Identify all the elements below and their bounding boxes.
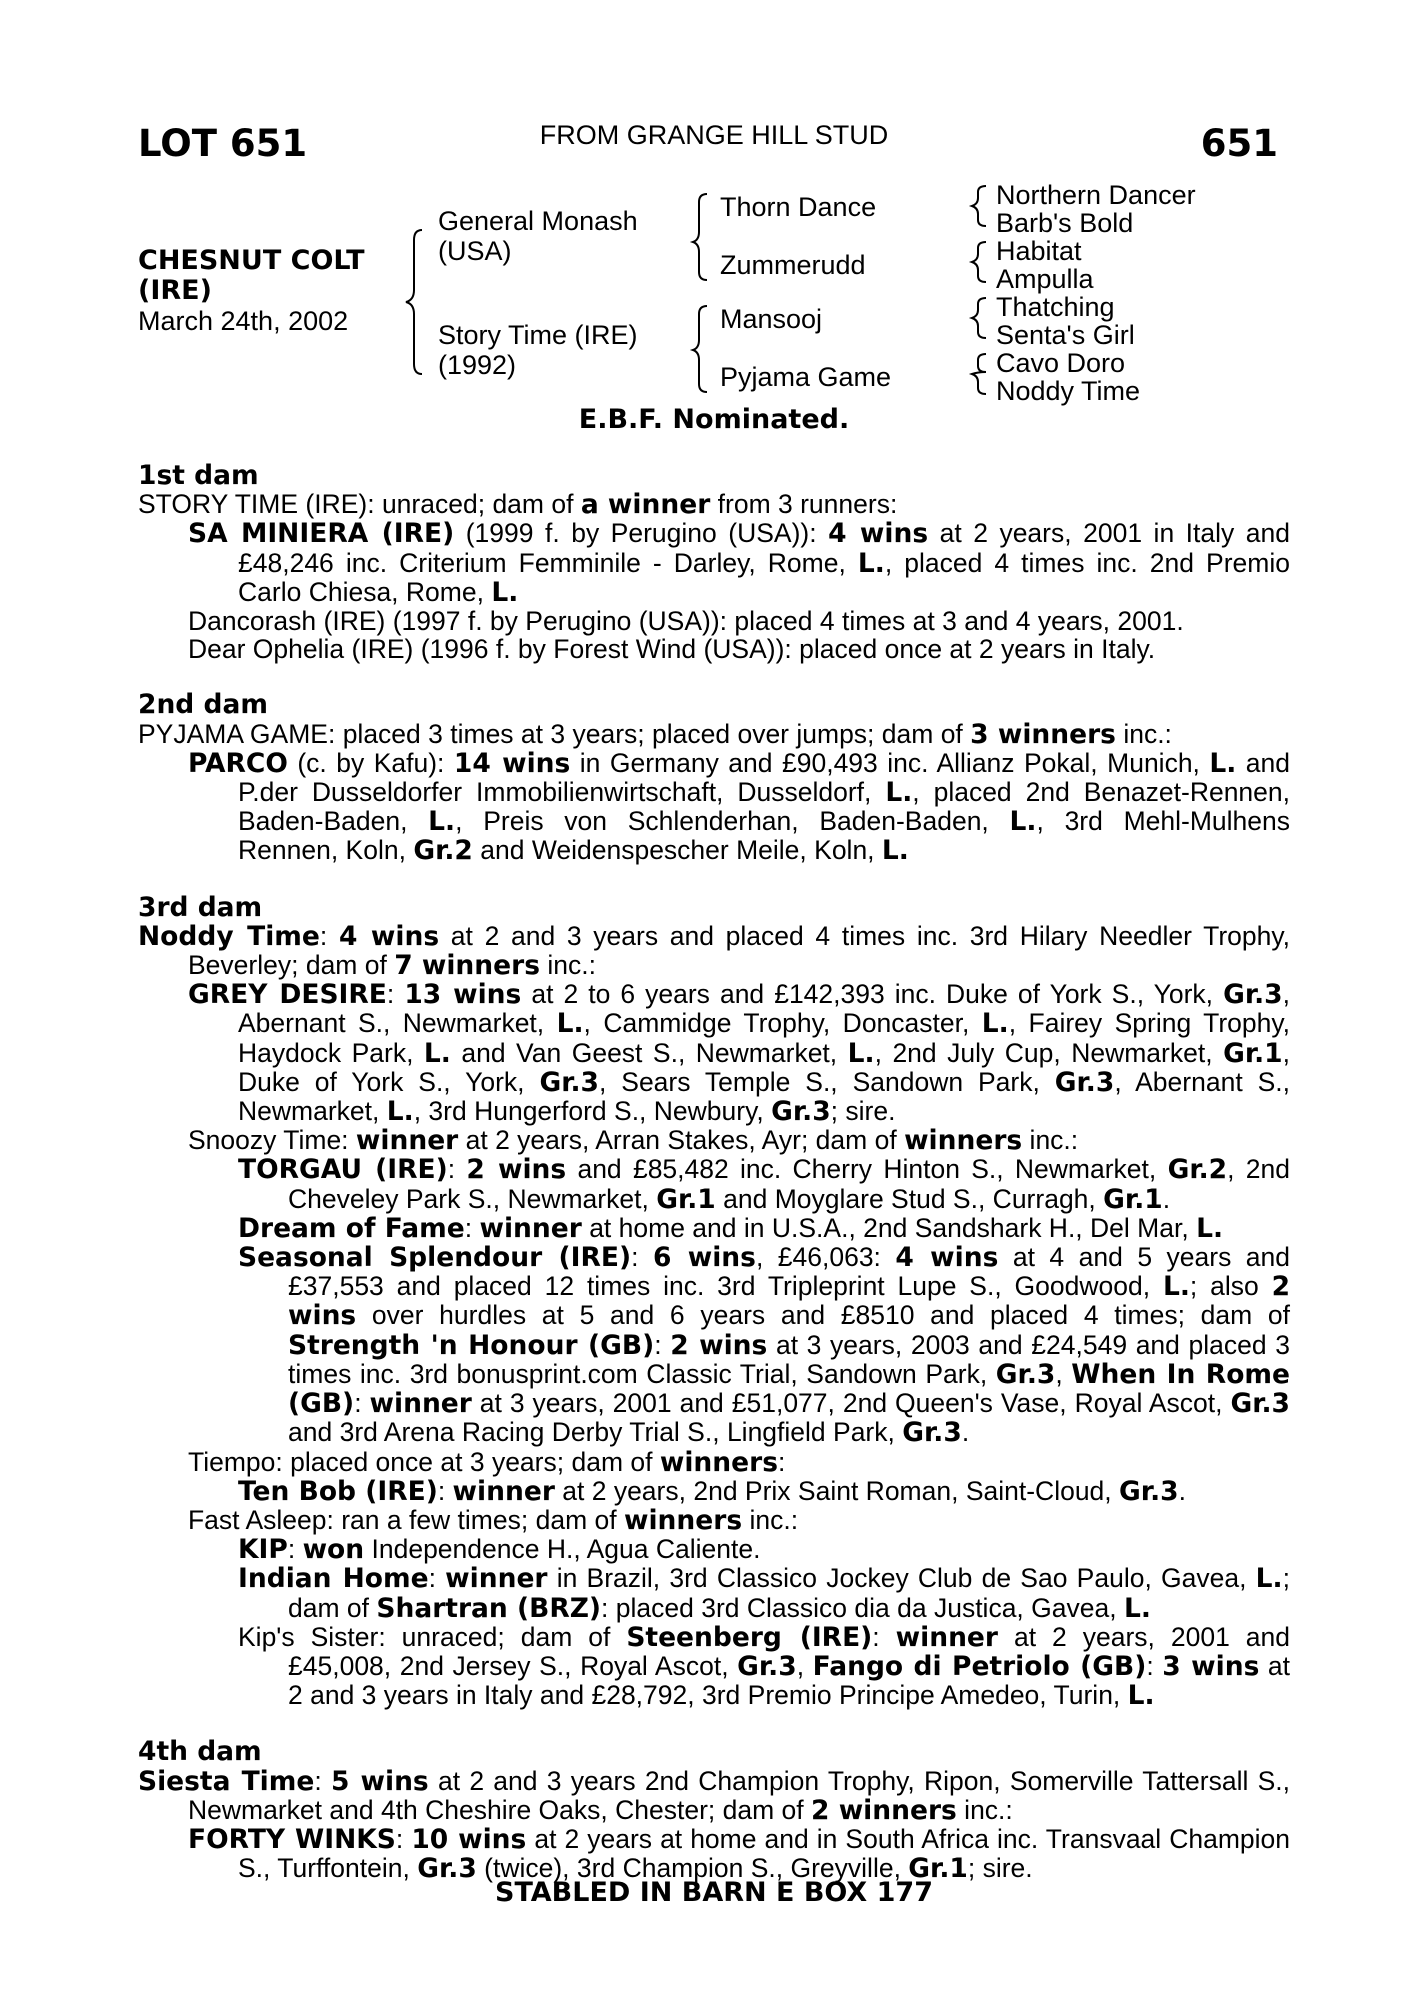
horse-name-line2: (IRE) [138, 275, 212, 306]
produce-record: Dear Ophelia (IRE) (1996 f. by Forest Wind (USA)): placed once at 2 years in Italy. [188, 634, 1156, 665]
produce-record: TORGAU (IRE): 2 wins and £85,482 inc. Cherry Hinton S., Newmarket, Gr.2, 2nd Cheveley Park S., Newmarket, Gr.1 and Moyglare Stud S., Curragh, Gr.1. [238, 1154, 1290, 1215]
produce-record: Dancorash (IRE) (1997 f. by Perugino (USA)): placed 4 times at 3 and 4 years, 2001. [188, 606, 1184, 637]
foaling-date: March 24th, 2002 [138, 306, 349, 336]
dam-name: Story Time (IRE) [438, 320, 638, 350]
fourth-dam-summary: Siesta Time: 5 wins at 2 and 3 years 2nd Champion Trophy, Ripon, Somerville Tattersall S., Newmarket and 4th Cheshire Oaks, Chester; dam of 2 winners inc.: [138, 1765, 1291, 1826]
pedigree-gen3-item: Cavo Doro [996, 348, 1126, 378]
produce-record: Tiempo: placed once at 3 years; dam of winners: [188, 1446, 786, 1478]
section-heading-2nd-dam: 2nd dam [138, 689, 268, 721]
produce-record: GREY DESIRE: 13 wins at 2 to 6 years and £142,393 inc. Duke of York S., York, Gr.3, Abernant S., Newmarket, L., Cammidge Trophy, Doncaster, L., Fairey Spring Trophy, Haydock Park, L. and Van Geest S., Newmarket, L., 2nd July Cup, Newmarket, Gr.1, Duke of York S., York, Gr.3, Sears Temple S., Sandown Park, Gr.3, Abernant S., Newmarket, L., 3rd Hungerford S., Newbury, Gr.3; sire. [188, 979, 1291, 1128]
dam [438, 320, 638, 380]
pedigree-gen2-item: Pyjama Game [720, 362, 892, 392]
pedigree-gen3-item: Northern Dancer [996, 180, 1196, 210]
section-heading-1st-dam: 1st dam [138, 460, 259, 491]
vendor-line: FROM GRANGE HILL STUD [539, 120, 889, 150]
pedigree-gen3-item: Ampulla [996, 264, 1094, 294]
pedigree-gen2-item: Zummerudd [720, 250, 866, 280]
ebf-nomination: E.B.F. Nominated. [578, 404, 850, 435]
pedigree-gen3-item: Senta's Girl [996, 320, 1135, 350]
pedigree-gen3-item: Noddy Time [996, 376, 1141, 406]
sire-name: General Monash [438, 206, 638, 236]
produce-record: Kip's Sister: unraced; dam of Steenberg (IRE): winner at 2 years, 2001 and £45,008, 2nd Jersey S., Royal Ascot, Gr.3, Fango di Petriolo (GB): 3 wins at 2 and 3 years in Italy and £28,792, 3rd Premio Principe Amedeo, Turin, L. [238, 1621, 1291, 1712]
pedigree-gen3-item: Habitat [996, 236, 1082, 266]
produce-record: Indian Home: winner in Brazil, 3rd Classico Jockey Club de Sao Paulo, Gavea, L.; dam of Shartran (BRZ): placed 3rd Classico dia da Justica, Gavea, L. [238, 1563, 1290, 1624]
stabling-footer: STABLED IN BARN E BOX 177 [495, 1877, 933, 1908]
family-notes [138, 462, 1290, 1883]
second-dam-summary: PYJAMA GAME: placed 3 times at 3 years; placed over jumps; dam of 3 winners inc.: [138, 718, 1172, 750]
dam-year: (1992) [438, 350, 517, 380]
pedigree-braces [0, 0, 1428, 420]
produce-record: FORTY WINKS: 10 wins at 2 years at home and in South Africa inc. Transvaal Champion S., Turffontein, Gr.3 (twice), 3rd Champion S., Greyville, Gr.1; sire. [188, 1823, 1290, 1885]
sire-origin: (USA) [438, 236, 512, 266]
produce-record: Dream of Fame: winner at home and in U.S.A., 2nd Sandshark H., Del Mar, L. [238, 1212, 1224, 1244]
third-dam-summary: Noddy Time: 4 wins at 2 and 3 years and placed 4 times inc. 3rd Hilary Needler Trophy, Beverley; dam of 7 winners inc.: [138, 920, 1290, 982]
horse-name-line1: CHESNUT COLT [138, 245, 365, 276]
pedigree-gen3-item: Barb's Bold [996, 208, 1134, 238]
first-dam-summary: STORY TIME (IRE): unraced; dam of a winner from 3 runners: [138, 489, 898, 521]
pedigree-gen2-item: Mansooj [720, 304, 823, 334]
produce-record: Fast Asleep: ran a few times; dam of winners inc.: [188, 1504, 799, 1536]
section-heading-4th-dam: 4th dam [138, 1736, 262, 1768]
lot-number: 651 [1200, 122, 1278, 165]
pedigree-gen2-item: Thorn Dance [720, 192, 877, 222]
produce-record: KIP: won Independence H., Agua Caliente. [238, 1534, 761, 1566]
produce-record: Seasonal Splendour (IRE): 6 wins, £46,063: 4 wins at 4 and 5 years and £37,553 and placed 12 times inc. 3rd Tripleprint Lupe S., Goodwood, L.; also 2 wins over hurdles at 5 and 6 years and £8510 and placed 4 times; dam of Strength 'n Honour (GB): 2 wins at 3 years, 2003 and £24,549 and placed 3 times inc. 3rd bonusprint.com Classic Trial, Sandown Park, Gr.3, When In Rome (GB): winner at 3 years, 2001 and £51,077, 2nd Queen's Vase, Royal Ascot, Gr.3 and 3rd Arena Racing Derby Trial S., Lingfield Park, Gr.3. [238, 1242, 1291, 1449]
produce-record: PARCO (c. by Kafu): 14 wins in Germany and £90,493 inc. Allianz Pokal, Munich, L. and P.der Dusseldorfer Immobilienwirtschaft, Dusseldorf, L., placed 2nd Benazet-Rennen, Baden-Baden, L., Preis von Schlenderhan, Baden-Baden, L., 3rd Mehl-Mulhens Rennen, Koln, Gr.2 and Weidenspescher Meile, Koln, L. [188, 747, 1291, 867]
produce-record: Snoozy Time: winner at 2 years, Arran Stakes, Ayr; dam of winners inc.: [188, 1125, 1079, 1157]
pedigree-gen3-item: Thatching [996, 292, 1115, 322]
lot-label: LOT 651 [138, 122, 308, 165]
section-heading-3rd-dam: 3rd dam [138, 891, 263, 923]
produce-record: Ten Bob (IRE): winner at 2 years, 2nd Prix Saint Roman, Saint-Cloud, Gr.3. [238, 1475, 1186, 1507]
produce-record: SA MINIERA (IRE) (1999 f. by Perugino (USA)): 4 wins at 2 years, 2001 in Italy and £48,246 inc. Criterium Femminile - Darley, Rome, L., placed 4 times inc. 2nd Premio Carlo Chiesa, Rome, L. [188, 518, 1290, 608]
sire [438, 206, 638, 266]
